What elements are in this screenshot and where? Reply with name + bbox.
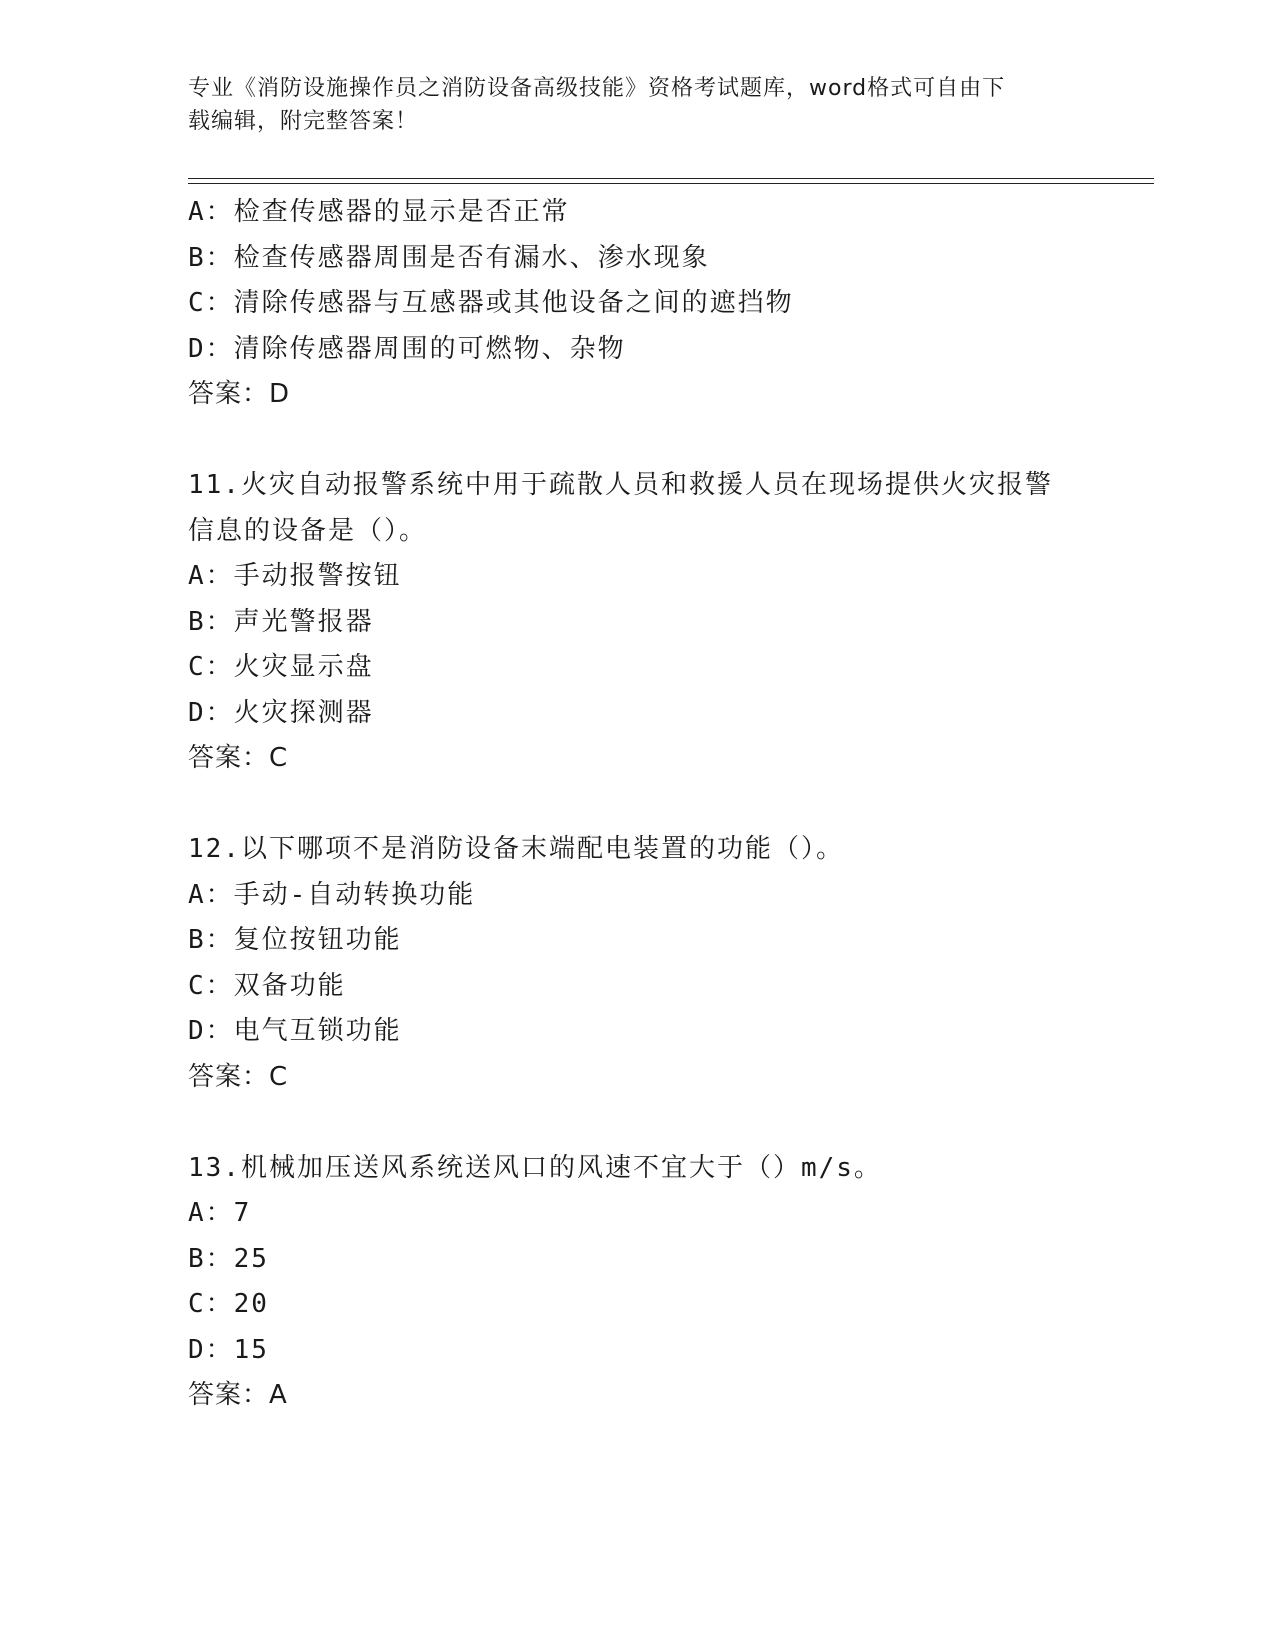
header-divider-bottom xyxy=(188,183,1154,184)
question-stem-continued: 信息的设备是（）。 xyxy=(188,515,428,546)
header-line-1: 专业《消防设施操作员之消防设备高级技能》资格考试题库，word格式可自由下 xyxy=(188,76,1006,101)
option-c: C：双备功能 xyxy=(188,970,346,1001)
question-stem: 13.机械加压送风系统送风口的风速不宜大于（）m/s。 xyxy=(188,1152,882,1183)
option-b: B：声光警报器 xyxy=(188,606,374,637)
answer-label: 答案：A xyxy=(188,1380,288,1410)
option-a: A：检查传感器的显示是否正常 xyxy=(188,197,570,227)
question-stem: 11.火灾自动报警系统中用于疏散人员和救援人员在现场提供火灾报警 xyxy=(188,470,1053,500)
option-c: C：20 xyxy=(188,1289,269,1319)
question-content xyxy=(188,190,1088,1419)
answer-label: 答案：C xyxy=(188,743,289,773)
option-c: C：火灾显示盘 xyxy=(188,652,374,682)
spacer xyxy=(188,782,1088,828)
document-header xyxy=(188,72,1088,138)
option-d: D：火灾探测器 xyxy=(188,697,374,728)
option-b: B：检查传感器周围是否有漏水、渗水现象 xyxy=(188,242,710,273)
question-12 xyxy=(188,827,1088,1100)
option-d: D：电气互锁功能 xyxy=(188,1016,402,1046)
option-a: A：手动-自动转换功能 xyxy=(188,879,476,910)
question-10-continuation xyxy=(188,190,1088,418)
option-b: B：复位按钮功能 xyxy=(188,925,402,955)
option-b: B：25 xyxy=(188,1243,269,1274)
option-a: A：7 xyxy=(188,1198,252,1228)
header-divider-top xyxy=(188,178,1154,179)
question-13 xyxy=(188,1146,1088,1419)
answer-label: 答案：D xyxy=(188,379,291,409)
header-line-2: 载编辑，附完整答案！ xyxy=(188,109,419,134)
option-d: D：15 xyxy=(188,1334,269,1365)
option-d: D：清除传感器周围的可燃物、杂物 xyxy=(188,333,626,364)
answer-label: 答案：C xyxy=(188,1061,289,1092)
option-c: C：清除传感器与互感器或其他设备之间的遮挡物 xyxy=(188,288,794,318)
question-stem: 12.以下哪项不是消防设备末端配电装置的功能（）。 xyxy=(188,834,844,864)
spacer xyxy=(188,418,1088,464)
spacer xyxy=(188,1100,1088,1146)
option-a: A：手动报警按钮 xyxy=(188,561,402,591)
question-11 xyxy=(188,463,1088,782)
